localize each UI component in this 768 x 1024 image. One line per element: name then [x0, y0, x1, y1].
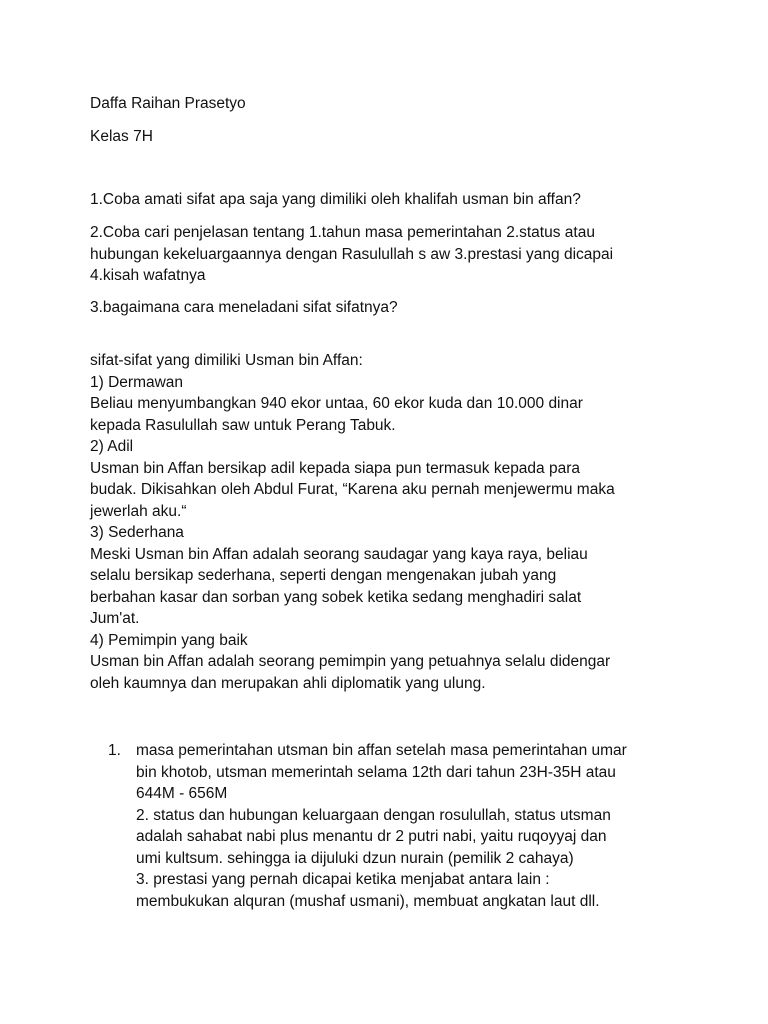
trait-text-line: budak. Dikisahkan oleh Abdul Furat, “Karena aku pernah menjewermu maka: [90, 481, 615, 498]
question-3-line: 3.bagaimana cara meneladani sifat sifatnya?: [90, 299, 398, 316]
question-1: [90, 189, 690, 211]
list-item-line: 3. prestasi yang pernah dicapai ketika menjabat antara lain :: [136, 871, 550, 888]
student-name: Daffa Raihan Prasetyo: [90, 95, 246, 112]
trait-text-line: Usman bin Affan adalah seorang pemimpin yang petuahnya selalu didengar: [90, 653, 611, 670]
question-2-line: 4.kisah wafatnya: [90, 267, 206, 284]
list-item-line: membukukan alquran (mushaf usmani), membuat angkatan laut dll.: [136, 892, 600, 910]
trait-title: 1) Dermawan: [90, 373, 184, 391]
list-item-line: bin khotob, utsman memerintah selama 12th dari tahun 23H-35H atau: [136, 763, 616, 781]
question-1-line: 1.Coba amati sifat apa saja yang dimiliki oleh khalifah usman bin affan?: [90, 191, 581, 208]
trait-title: 3) Sederhana: [90, 524, 184, 541]
trait-title: 2) Adil: [90, 438, 134, 455]
trait-text-line: jewerlah aku.“: [90, 502, 187, 520]
list-item-line: umi kultsum. sehingga ia dijuluki dzun nurain (pemilik 2 cahaya): [136, 849, 574, 867]
trait-title: 4) Pemimpin yang baik: [90, 631, 248, 649]
list-item-line: adalah sahabat nabi plus menantu dr 2 putri nabi, yaitu ruqoyyaj dan: [136, 828, 607, 845]
question-2-line: hubungan kekeluargaannya dengan Rasulullah s aw 3.prestasi yang dicapai: [90, 245, 614, 263]
list-item-line: 2. status dan hubungan keluargaan dengan rosulullah, status utsman: [136, 806, 611, 824]
traits-heading: sifat-sifat yang dimiliki Usman bin Affan:: [90, 352, 363, 369]
trait-text-line: kepada Rasulullah saw untuk Perang Tabuk.: [90, 416, 396, 434]
list-item: [136, 740, 716, 912]
trait-text-line: Beliau menyumbangkan 940 ekor untaa, 60 ekor kuda dan 10.000 dinar: [90, 395, 583, 412]
question-2: [90, 222, 690, 287]
student-class: Kelas 7H: [90, 128, 153, 145]
question-2-line: 2.Coba cari penjelasan tentang 1.tahun masa pemerintahan 2.status atau: [90, 224, 595, 241]
list-item-line: masa pemerintahan utsman bin affan setelah masa pemerintahan umar: [136, 742, 627, 759]
answer-traits: [90, 350, 690, 694]
question-3: [90, 297, 690, 319]
trait-text-line: selalu bersikap sederhana, seperti dengan mengenakan jubah yang: [90, 567, 557, 584]
trait-text-line: Usman bin Affan bersikap adil kepada siapa pun termasuk kepada para: [90, 459, 580, 477]
trait-text-line: Jum'at.: [90, 610, 140, 627]
trait-text-line: Meski Usman bin Affan adalah seorang saudagar yang kaya raya, beliau: [90, 545, 588, 563]
list-marker: 1.: [108, 742, 121, 759]
trait-text-line: berbahan kasar dan sorban yang sobek ketika sedang menghadiri salat: [90, 588, 582, 606]
list-item-line: 644M - 656M: [136, 785, 228, 802]
trait-text-line: oleh kaumnya dan merupakan ahli diplomatik yang ulung.: [90, 674, 486, 692]
